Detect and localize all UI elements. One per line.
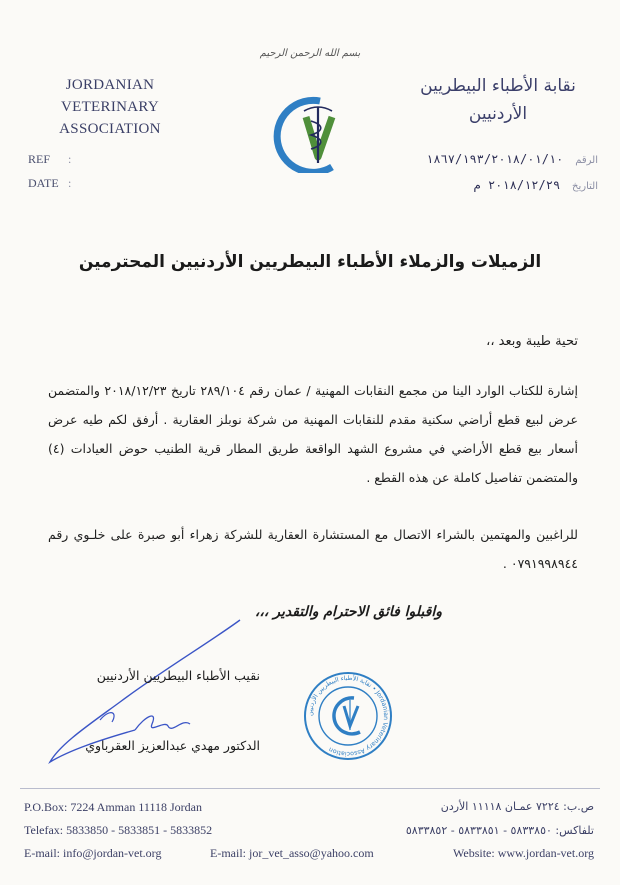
footer-telefax-ar: تلفاكس: ٥٨٣٣٨٥٠ - ٥٨٣٣٨٥١ - ٥٨٣٣٨٥٢ [405,824,594,837]
letter-heading: الزميلات والزملاء الأطباء البيطريين الأردنيين المحترمين [78,252,542,272]
english-organization-name [20,74,200,140]
footer-divider [20,788,600,789]
stamp-v-icon [344,706,358,726]
arabic-ref-label: الرقم [575,155,598,166]
paragraph-2: للراغبين والمهتمين بالشراء الاتصال مع المستشارة العقارية للشركة زهراء أبو صبرة على خلـوي رقم ٠٧٩١٩٩٨٩٤٤ . [48,527,578,571]
ref-row: REF : [28,152,72,166]
greeting: تحية طيبة وبعد ،، [486,334,578,349]
footer-email-yahoo[interactable]: E-mail: jor_vet_asso@yahoo.com [210,846,374,860]
arabic-org-line-1: نقابة الأطباء البيطريين [420,76,576,96]
association-stamp [302,670,394,762]
closing-line: واقبلوا فائق الاحترام والتقدير ،،، [254,604,442,620]
arabic-date-row [474,178,599,192]
arabic-ref-value: ١٨٦٧/١٩٣/٢٠١٨/٠١/١٠ [426,152,564,166]
arabic-org-line-2: الأردنيين [468,104,528,124]
date-row: DATE : [28,176,72,190]
english-org-line-1: JORDANIAN VETERINARY [61,77,159,115]
basmala: بسم الله الرحمن الرحيم [259,48,361,59]
association-logo [262,95,362,173]
footer-pobox-ar: ص.ب: ٧٢٢٤ عمـان ١١١١٨ الأردن [440,800,594,813]
ref-label: REF [28,152,51,166]
date-label: DATE [28,176,59,190]
footer-pobox-en: P.O.Box: 7224 Amman 11118 Jordan [24,800,203,814]
signatory-title: نقيب الأطباء البيطريين الأردنيين [96,668,260,683]
footer-email-info[interactable]: E-mail: info@jordan-vet.org [24,846,162,860]
footer-telefax-en: Telefax: 5833850 - 5833851 - 5833852 [24,823,213,837]
signatory-name: الدكتور مهدي عبدالعزيز العقرباوي [85,738,260,753]
arabic-organization-name [398,72,598,128]
arabic-ref-row [426,152,598,166]
english-org-line-2: ASSOCIATION [59,121,161,137]
arabic-date-value: ٢٠١٨/١٢/٢٩ م [473,178,561,192]
arabic-date-label: التاريخ [572,181,598,192]
paragraph-1: إشارة للكتاب الوارد الينا من مجمع النقابات المهنية / عمان رقم ٢٨٩/١٠٤ تاريخ ٢٠١٨/١٢/٢٣ والمتضمن عرض لبيع قطع أراضي سكنية مقدم للنقابات المهنية من شركة نوبلز العقارية . أرفق لكم طيه عرض أسعار بيع قطع الأراضي في مشروع الشهد الواقعة طريق المطار قرية الطنيب حوض العيادات (٤) والمتضمن تفاصيل كاملة عن هذه القطع . [48,383,578,485]
stamp-text: نقابة الأطباء البيطريين الأردنيين • Jordanian Veterinary Association [306,674,390,758]
footer-website[interactable]: Website: www.jordan-vet.org [453,846,594,860]
